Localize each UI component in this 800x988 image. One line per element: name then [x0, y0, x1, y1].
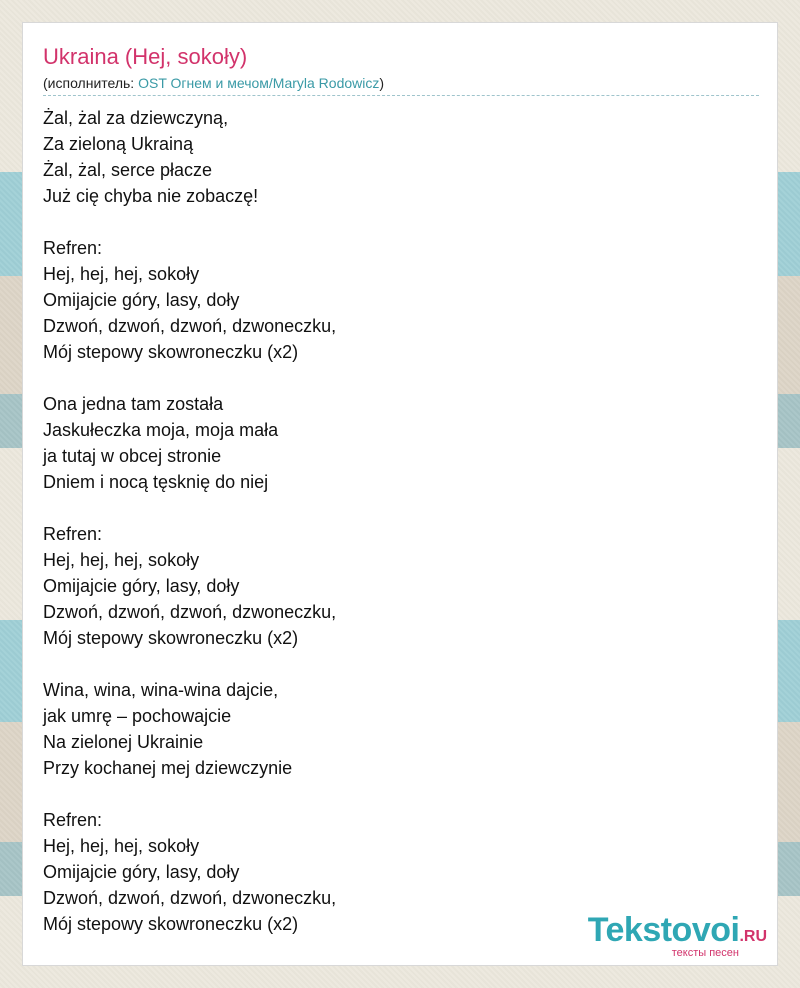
lyrics-line: Refren:: [43, 238, 103, 258]
lyrics-line: Dzwoń, dzwoń, dzwoń, dzwoneczku,: [43, 602, 337, 622]
logo-name: Tekstovoi: [587, 911, 740, 949]
lyrics-line: Refren:: [43, 810, 103, 830]
lyrics-line: Mój stepowy skowroneczku (x2): [43, 914, 299, 934]
lyrics-line: Wina, wina, wina-wina dajcie,: [43, 680, 279, 700]
lyrics-line: Żal, żal, serce płacze: [43, 160, 213, 180]
lyrics-line: Mój stepowy skowroneczku (x2): [43, 342, 299, 362]
lyrics-line: Jaskułeczka moja, moja mała: [43, 420, 279, 440]
lyrics-line: Omijajcie góry, lasy, doły: [43, 576, 240, 596]
lyrics-text: [43, 105, 336, 937]
lyrics-stanza: [43, 105, 336, 209]
performer-suffix: ): [379, 75, 385, 91]
lyrics-line: Żal, żal za dziewczyną,: [43, 108, 229, 128]
logo-tld: .RU: [739, 928, 767, 945]
lyrics-line: Dniem i nocą tęsknię do niej: [43, 472, 269, 492]
lyrics-card: [22, 22, 778, 966]
site-logo[interactable]: [588, 913, 767, 959]
lyrics-line: jak umrę – pochowajcie: [43, 706, 232, 726]
lyrics-stanza: [43, 391, 336, 495]
performer-prefix: (исполнитель:: [43, 75, 139, 91]
lyrics-line: Hej, hej, hej, sokoły: [43, 264, 200, 284]
lyrics-line: Przy kochanej mej dziewczynie: [43, 758, 293, 778]
lyrics-line: Hej, hej, hej, sokoły: [43, 836, 200, 856]
lyrics-stanza: [43, 807, 336, 937]
lyrics-line: Na zielonej Ukrainie: [43, 732, 204, 752]
lyrics-line: ja tutaj w obcej stronie: [43, 446, 222, 466]
lyrics-line: Już cię chyba nie zobaczę!: [43, 186, 259, 206]
logo-tagline: тексты песен: [671, 947, 739, 959]
lyrics-line: Za zieloną Ukrainą: [43, 134, 194, 154]
logo-wordmark: [588, 913, 767, 947]
lyrics-line: Omijajcie góry, lasy, doły: [43, 862, 240, 882]
performer-line: [43, 73, 759, 96]
lyrics-line: Omijajcie góry, lasy, doły: [43, 290, 240, 310]
lyrics-line: Ona jedna tam została: [43, 394, 224, 414]
performer-link[interactable]: OST Огнем и мечом/Maryla Rodowicz: [138, 75, 380, 91]
lyrics-line: Mój stepowy skowroneczku (x2): [43, 628, 299, 648]
lyrics-line: Dzwoń, dzwoń, dzwoń, dzwoneczku,: [43, 316, 337, 336]
lyrics-line: Hej, hej, hej, sokoły: [43, 550, 200, 570]
song-title: Ukraina (Hej, sokoły): [43, 44, 248, 69]
lyrics-stanza: [43, 521, 336, 651]
lyrics-stanza: [43, 677, 336, 781]
lyrics-line: Refren:: [43, 524, 103, 544]
lyrics-line: Dzwoń, dzwoń, dzwoń, dzwoneczku,: [43, 888, 337, 908]
lyrics-stanza: [43, 235, 336, 365]
